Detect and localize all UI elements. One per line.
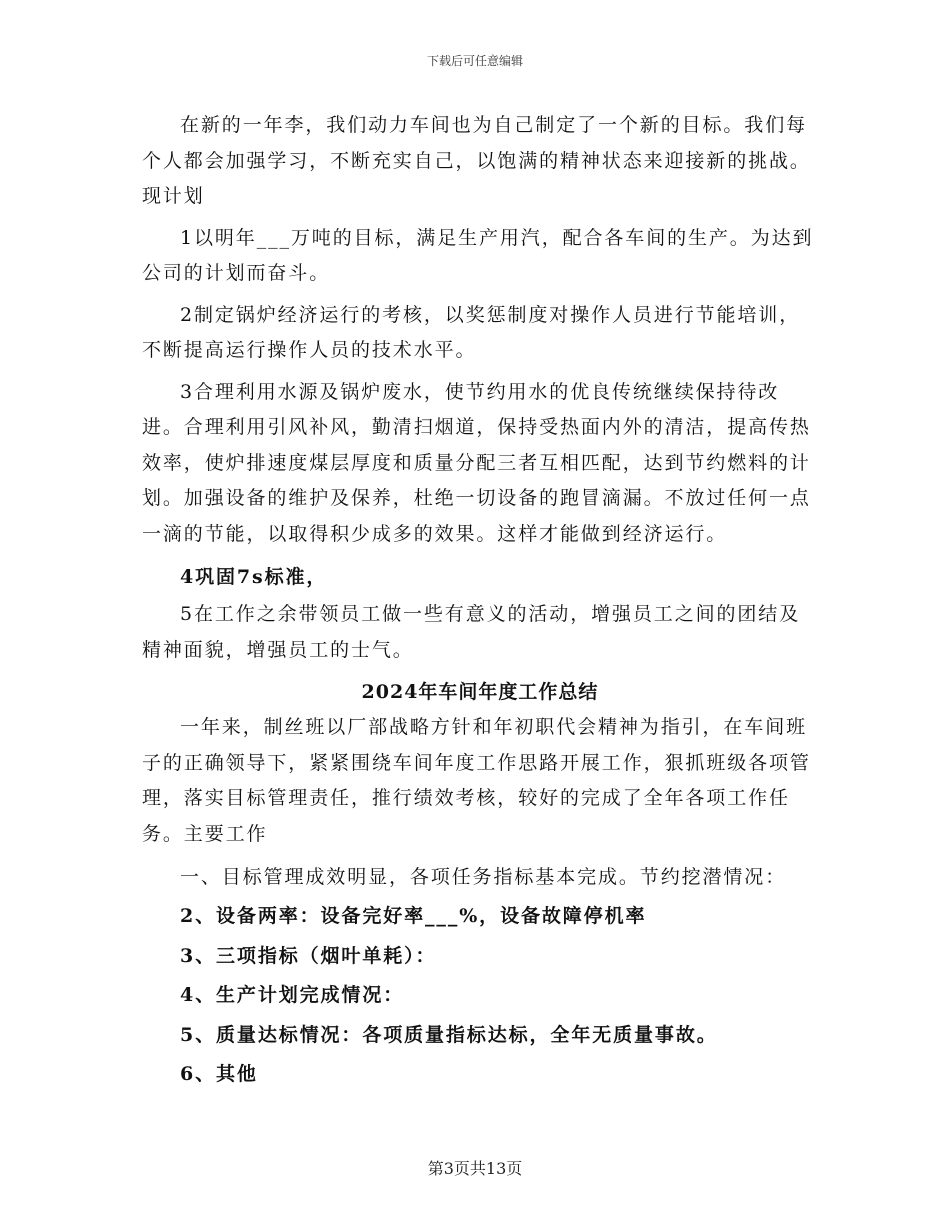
paragraph-plan-3: 3合理利用水源及锅炉废水，使节约用水的优良传统继续保持待改进。合理利用引风补风，勤清扫烟道，保持受热面内外的清洁，提高传热效率，使炉排速度煤层厚度和质量分配三者互相匹配，达到节约燃料的计划。加强设备的维护及保养，杜绝一切设备的跑冒滴漏。不放过任何一点一滴的节能，以取得积少成多的效果。这样才能做到经济运行。 — [142, 380, 811, 545]
summary-item-3: 3、三项指标（烟叶单耗）： — [180, 944, 437, 967]
paragraph-plan-2: 2制定锅炉经济运行的考核，以奖惩制度对操作人员进行节能培训，不断提高运行操作人员的技术水平。 — [142, 303, 801, 361]
page-footer: 第3页共13页 — [427, 1159, 523, 1178]
paragraph-plan-5: 5在工作之余带领员工做一些有意义的活动，增强员工之间的团结及精神面貌，增强员工的士气。 — [142, 603, 801, 661]
summary-item-4: 4、生产计划完成情况： — [180, 984, 405, 1006]
summary-item-5: 5、质量达标情况：各项质量指标达标，全年无质量事故。 — [180, 1023, 718, 1046]
summary-item-2: 2、设备两率：设备完好率___%，设备故障停机率 — [180, 905, 647, 927]
summary-item-6: 6、其他 — [180, 1063, 258, 1085]
paragraph-summary: 一年来，制丝班以厂部战略方针和年初职代会精神为指引，在车间班子的正确领导下，紧紧围绕车间年度工作思路开展工作，狠抓班级各项管理，落实目标管理责任，推行绩效考核，较好的完成了全年各项工作任务。主要工作 — [142, 716, 811, 845]
document-body — [142, 108, 818, 1095]
page-header: 下载后可任意编辑 — [426, 54, 523, 68]
paragraph-plan-intro: 在新的一年李，我们动力车间也为自己制定了一个新的目标。我们每个人都会加强学习，不断充实自己，以饱满的精神状态来迎接新的挑战。现计划 — [142, 114, 811, 207]
summary-item-1: 一、目标管理成效明显，各项任务指标基本完成。节约挖潜情况： — [180, 866, 787, 888]
section-title: 2024年车间年度工作总结 — [361, 681, 599, 703]
paragraph-plan-1: 1以明年___万吨的目标，满足生产用汽，配合各车间的生产。为达到公司的计划而奋斗。 — [142, 226, 814, 284]
paragraph-plan-4: 4巩固7s标准， — [180, 566, 328, 588]
